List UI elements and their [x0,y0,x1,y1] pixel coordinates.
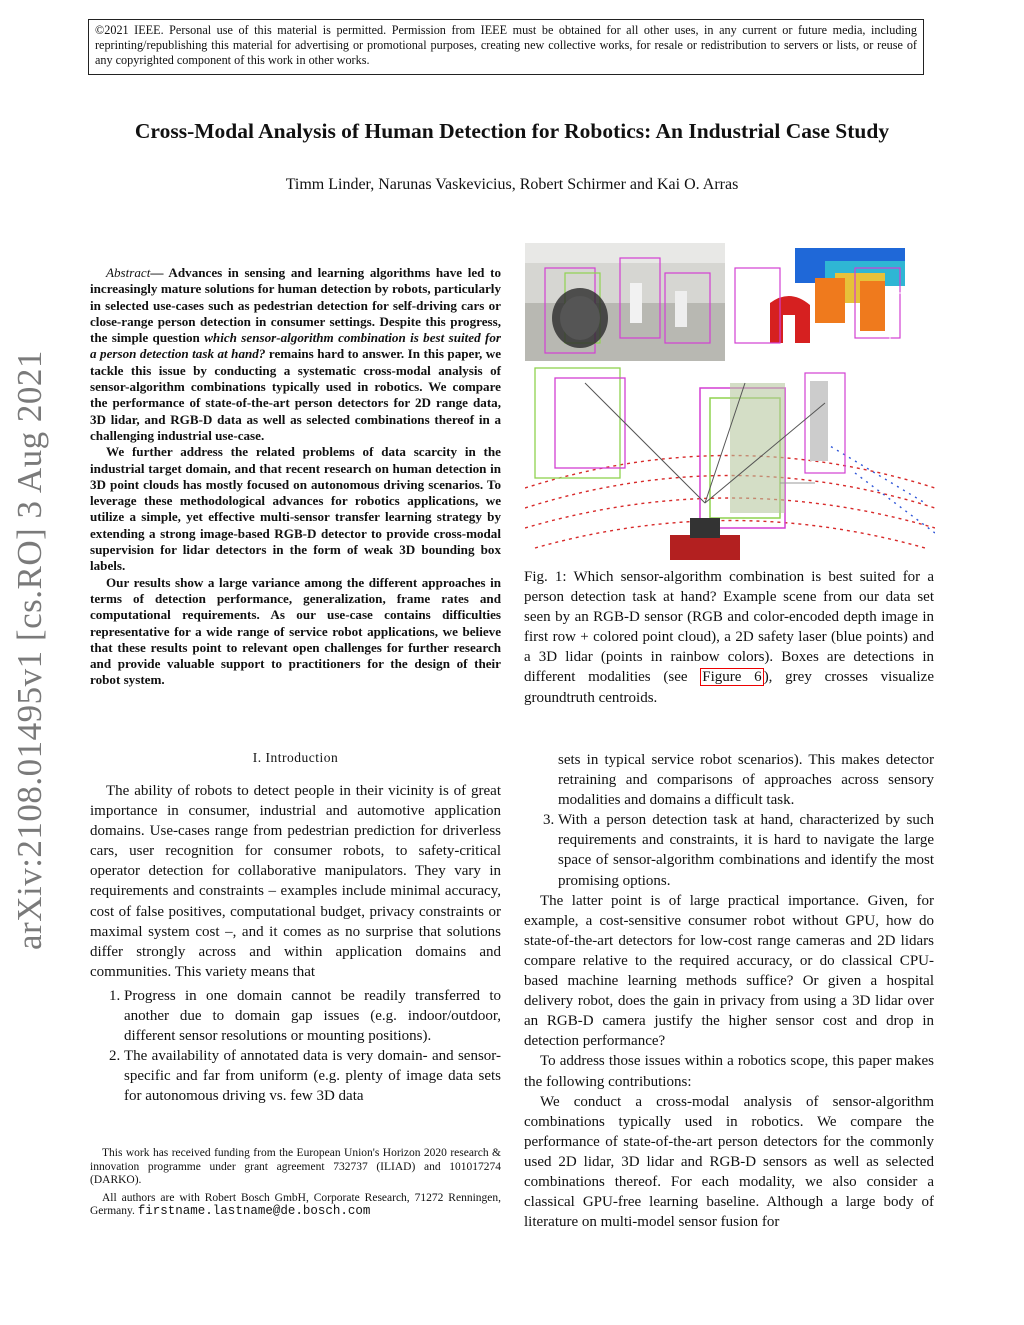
abstract-p2: We further address the related problems of data scarcity in the industrial target domain, and that recent research on human detection in 3D point clouds has mostly focused on autonomous driving scenarios. To leverage these methodological advances for robotics applications, we utilize a simple, yet effective multi-sensor transfer learning strategy by extending a strong image-based RGB-D detector to provide cross-modal supervision for lidar detectors in the form of weak 3D bounding box labels. [90,444,501,574]
introduction-left [90,781,501,1107]
paper-title: Cross-Modal Analysis of Human Detection for Robotics: An Industrial Case Study [134,119,890,143]
intro-list [90,986,501,1107]
abstract-p1-italic: which sensor-algorithm combination is best suited for a person detection task at hand? [90,330,501,362]
footnote-funding: This work has received funding from the European Union's Horizon 2020 research & innovation programme under grant agreement 732737 (ILIAD) and 101017274 (DARKO). [90,1147,501,1187]
introduction-right [524,750,934,1232]
intro-p4: We conduct a cross-modal analysis of sensor-algorithm combinations typically used in robotics. We compare the performance of state-of-the-art person detectors for the commonly used 2D lidar, 3D lidar and RGB-D sensors as well as selected combinations thereof. For each modality, we also consider a classical GPU-free learning baseline. Although a large body of literature on multi-model sensor fusion for [524,1093,934,1231]
abstract-p1-a: Advances in sensing and learning algorithms have led to increasingly mature solutions for human detection by robots, particularly in selected use-cases such as pedestrian detection for self-driving cars or close-range person detection in consumer settings. Despite this progress, the simple question [90,265,501,346]
figure-6-link[interactable]: Figure 6 [702,669,762,686]
figure-1 [525,243,935,560]
intro-list-item-3: 3. With a person detection task at hand, characterized by such requirements and constraints, it is hard to navigate the large space of sensor-algorithm combinations and identify the most promising options. [558,810,934,890]
intro-list-item-1: 1. Progress in one domain cannot be readily transferred to another due to domain gap issues (e.g. indoor/outdoor, different sensor resolutions or mounting positions). [124,986,501,1046]
caption-text-b: ), grey crosses visualize groundtruth centroids. [524,669,934,706]
abstract-label: Abstract [106,265,151,280]
intro-list-continued [524,750,934,891]
abstract-block: Abstract— Advances in sensing and learning algorithms have led to increasingly mature solutions for human detection by robots, particularly in selected use-cases such as pedestrian detection for self-driving cars or close-range person detection in consumer settings. Despite this progress, the simple question which sensor-algorithm combination is best suited for a person detection task at hand? remains hard to answer. In this paper, we tackle this issue by conducting a systematic cross-modal analysis of sensor-algorithm combinations typically used in robotics. We compare the performance of state-of-the-art person detectors for 2D range data, 3D lidar, and RGB-D data as well as selected combinations thereof in a challenging industrial use-case. We further address the related problems of data scarcity in the industrial target domain, and that recent research on human detection in 3D point clouds has mostly focused on autonomous driving scenarios. To leverage these methodological advances for robotics applications, we utilize a simple, yet effective multi-sensor transfer learning strategy by extending a strong image-based RGB-D detector to provide cross-modal supervision for lidar detectors in the form of weak 3D bounding box labels. Our results show a large variance among the different approaches in terms of detection performance, generalization, frame rates and computational requirements. As our use-case contains difficulties representative for a wide range of service robot applications, we believe that these results point to relevant open challenges for further research and provide valuable support to practitioners for the design of their robot system. [90,265,502,688]
arxiv-watermark: arXiv:2108.01495v1 [cs.RO] 3 Aug 2021 [10,350,49,950]
copyright-notice: ©2021 IEEE. Personal use of this material is permitted. Permission from IEEE must be obtained for all other uses, in any current or future media, including reprinting/republishing this material for advertising or promotional purposes, creating new collective works, for resale or redistribution to servers or lists, or reuse of any copyrighted component of this work in other works. [88,19,924,75]
caption-text-a: Fig. 1: Which sensor-algorithm combination is best suited for a person detection task at hand? Example scene from our data set seen by an RGB-D sensor (RGB and color-encoded depth image in first row + colored point cloud), a 2D safety laser (blue points) and a 3D lidar (points in rainbow colors). Boxes are detections in different modalities (see [524,569,934,686]
abstract-p1-b: remains hard to answer. In this paper, we tackle this issue by conducting a systematic cross-modal analysis of sensor-algorithm combinations typically used in robotics. We compare the performance of state-of-the-art person detectors for 2D range data, 3D lidar, and RGB-D data as well as selected combinations thereof in a challenging industrial use-case. [90,346,502,443]
figure-1-image [525,243,935,560]
intro-p1: The ability of robots to detect people in their vicinity is of great importance in consumer, industrial and automotive application domains. Use-cases range from pedestrian prediction for driverless cars, user recognition for consumer robots, to safety-critical operator detection for collaborative manipulators. They vary in requirements and constraints – examples include minimal accuracy, cost of false positives, computational budget, privacy constraints or maximal system cost –, and it comes as no surprise that solutions differ strongly across and within application domains and communities. This variety means that [90,783,501,980]
footnote-affiliation: All authors are with Robert Bosch GmbH, Corporate Research, 71272 Renningen, Germany. [90,1191,501,1218]
footnote [90,1147,501,1223]
abstract-p3: Our results show a large variance among the different approaches in terms of detection performance, generalization, frame rates and computational requirements. As our use-case contains difficulties representative for a wide range of service robot applications, we believe that these results point to relevant open challenges for further research and provide valuable support to practitioners for the design of their robot system. [90,574,501,688]
section-heading-introduction: I. Introduction [252,750,339,765]
robot-base [670,535,740,560]
footnote-email: firstname.lastname@de.bosch.com [137,1204,371,1219]
intro-p3: To address those issues within a robotics scope, this paper makes the following contributions: [524,1053,934,1090]
figure-1-caption [524,567,934,708]
intro-list-item-2: 2. The availability of annotated data is very domain- and sensor-specific and far from uniform (e.g. plenty of image data sets for autonomous driving vs. few 3D data [124,1046,501,1106]
intro-p2: The latter point is of large practical importance. Given, for example, a cost-sensitive consumer robot without GPU, how do state-of-the-art detectors for low-cost range cameras and 2D lidars compare relative to the required accuracy, or do classical CPU-based machine learning methods suffice? Or given a hospital delivery robot, does the gain in privacy from using a 3D lidar over an RGB-D camera justify the higher sensor cost and drop in detection performance? [524,892,934,1050]
intro-list-item-2-continued: sets in typical service robot scenarios). This makes detector retraining and comparisons of approaches across sensory modalities and domains a difficult task. [558,752,934,809]
paper-authors: Timm Linder, Narunas Vaskevicius, Robert Schirmer and Kai O. Arras [285,176,739,193]
